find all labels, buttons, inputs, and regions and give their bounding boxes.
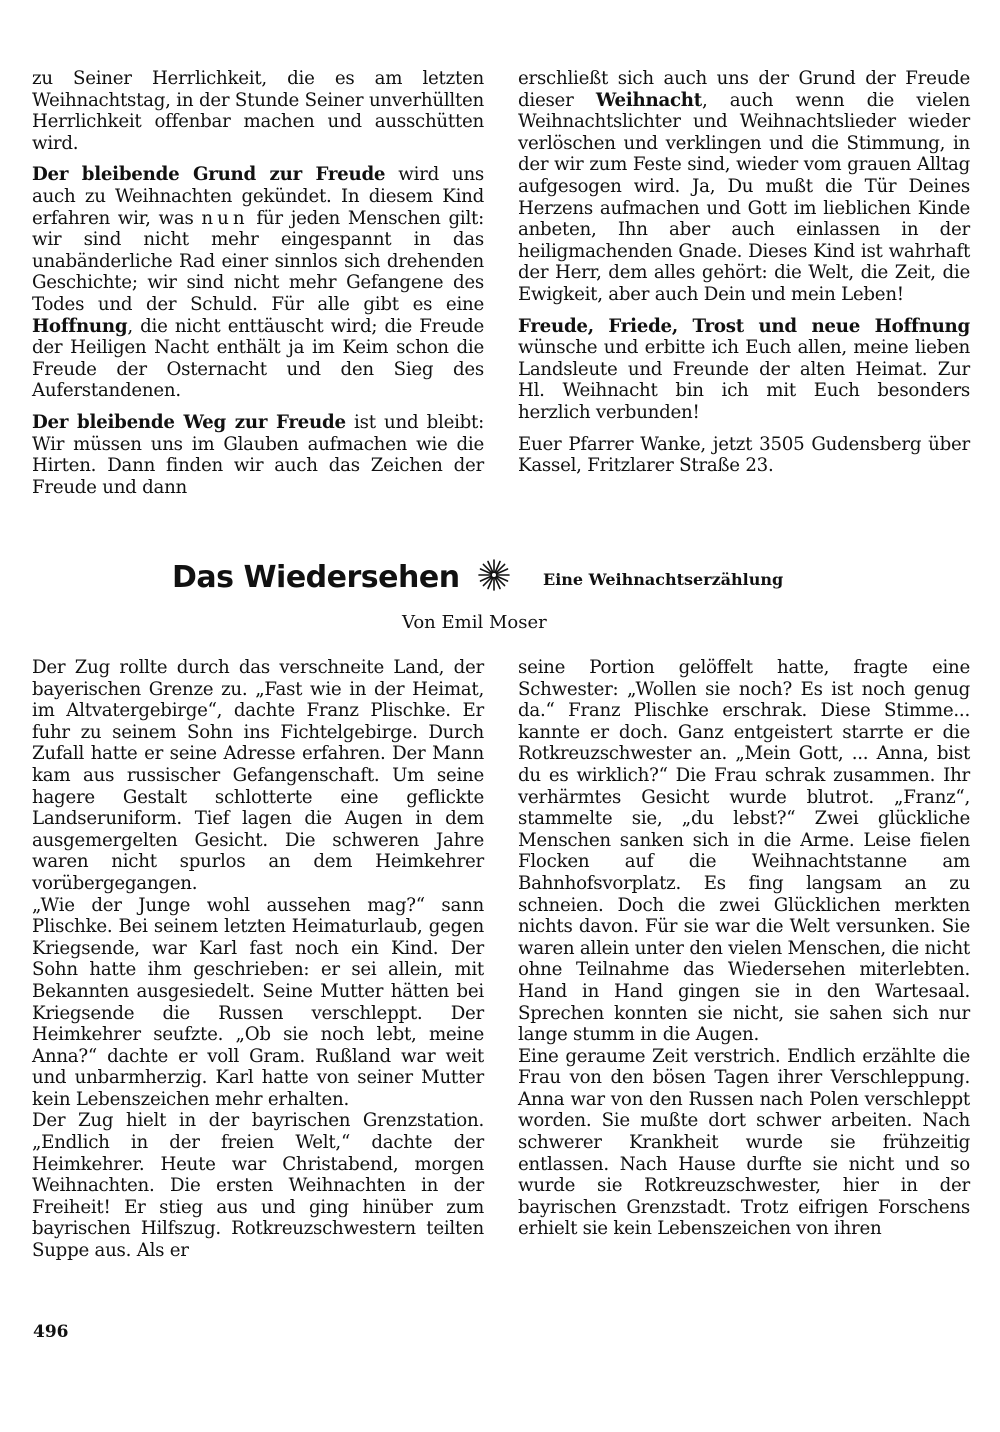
text-run: wünsche und erbitte ich Euch allen, meine lieben Landsleute und Freunde der alten Heimat. Zur Hl. Weihnacht bin ich mit Euch besonders herzlich verbunden! — [518, 337, 970, 423]
paragraph: „Wie der Junge wohl aussehen mag?“ sann Plischke. Bei seinem letzten Heimaturlaub, gegen Kriegsende, war Karl fast noch ein Kind. Der Sohn hatte ihm geschrieben: er sei allein, mit Bekannten ausgesiedelt. Seine Mutter hätten bei Kriegsende die Russen verschleppt. Der Heimkehrer seufzte. „Ob sie noch lebt, meine Anna?“ dachte er voll Gram. Rußland war weit und unbarmherzig. Karl hatte von seiner Mutter kein Lebenszeichen mehr erhalten. — [32, 894, 484, 1110]
bold-word: Hoffnung — [32, 315, 128, 337]
bold-word: Weihnacht — [595, 89, 702, 111]
paragraph — [518, 68, 970, 306]
text-run: erschließt sich auch uns der Grund der Freude dieser — [518, 68, 970, 111]
paragraph — [32, 412, 484, 498]
paragraph: seine Portion gelöffelt hatte, fragte eine Schwester: „Wollen sie noch? Es ist noch genug da.“ Franz Plischke erschrak. Diese Stimme... kannte er doch. Ganz entgeistert starrte er die Rotkreuzschwester an. „Mein Gott, ... Anna, bist du es wirklich?“ Die Frau schrak zusammen. Ihr verhärmtes Gesicht wurde blutrot. „Franz“, stammelte sie, „du lebst?“ Zwei glückliche Menschen sanken sich in die Arme. Leise fielen Flocken auf die Weihnachtstanne am Bahnhofsvorplatz. Es fing langsam an zu schneien. Doch die zwei Glücklichen merkten nichts davon. Für sie war die Welt versunken. Sie waren allein unter den vielen Menschen, die nicht ohne Teilnahme das Wiedersehen miterlebten. Hand in Hand gingen sie in den Wartesaal. Sprechen konnten sie nicht, sie sahen sich nur lange stumm in die Augen. — [518, 657, 970, 1046]
paragraph: Der Zug rollte durch das verschneite Land, der bayerischen Grenze zu. „Fast wie in der Heimat, im Altvatergebirge“, dachte Franz Plischke. Er fuhr zu seinem Sohn ins Fichtelgebirge. Durch Zufall hatte er seine Adresse erfahren. Der Mann kam aus russischer Gefangenschaft. Um seine hagere Gestalt schlotterte eine geflickte Landseruniform. Tief lagen die Augen in dem ausgemergelten Gesicht. Die schweren Jahre waren nicht spurlos an dem Heimkehrer vorübergegangen. — [32, 657, 484, 894]
snowflake-star-icon — [477, 558, 511, 592]
spaced-word: nun — [201, 207, 249, 229]
text-run: wird uns auch zu Weihnachten gekündet. In diesem Kind erfahren wir, was — [32, 164, 484, 229]
column-bottom-left — [32, 657, 484, 1262]
story-subtitle: Eine Weihnachtserzählung — [543, 570, 784, 589]
paragraph — [518, 316, 970, 424]
column-top-right — [518, 68, 970, 477]
column-top-left — [32, 68, 484, 498]
paragraph: Der Zug hielt in der bayrischen Grenzstation. „Endlich in der freien Welt,“ dachte der Heimkehrer. Heute war Christabend, morgen Weihnachten. Die ersten Weihnachten in der Freiheit! Er stieg aus und ging hinüber zum bayrischen Hilfszug. Rotkreuzschwestern teilten Suppe aus. Als er — [32, 1110, 484, 1262]
paragraph — [32, 164, 484, 402]
signature: Euer Pfarrer Wanke, jetzt 3505 Gudensberg über Kassel, Fritzlarer Straße 23. — [518, 433, 970, 477]
story-author: Von Emil Moser — [402, 612, 547, 633]
bold-lead: Der bleibende Grund zur Freude — [32, 164, 386, 186]
page-number: 496 — [33, 1322, 69, 1342]
column-bottom-right — [518, 657, 970, 1240]
paragraph: zu Seiner Herrlichkeit, die es am letzten Weihnachtstag, in der Stunde Seiner unverhüllten Herrlichkeit offenbar machen und ausschütten wird. — [32, 68, 484, 154]
text-run: , auch wenn die vielen Weihnachtslichter und Weihnachtslieder wieder verlöschen und verklingen und die Stimmung, in der wir zum Feste sind, wieder vom grauen Alltag aufgesogen wird. Ja, Du mußt die Tür Deines Herzens aufmachen und Gott im lieblichen Kinde anbeten, Ihn aber auch einlassen in der heiligmachenden Gnade. Dieses Kind ist wahrhaft der Herr, dem alles gehört: die Welt, die Zeit, die Ewigkeit, aber auch Dein und mein Leben! — [518, 89, 971, 305]
story-title: Das Wiedersehen — [172, 560, 460, 595]
text-run: für jeden Menschen gilt: wir sind nicht mehr eingespannt in das unabänderliche Rad einer sinnlos sich drehenden Geschichte; wir sind nicht mehr Gefangene des Todes und der Schuld. Für alle gibt es eine — [32, 207, 484, 315]
text-run: , die nicht enttäuscht wird; die Freude der Heiligen Nacht enthält ja im Keim schon die Freude der Osternacht und den Sieg des Auferstandenen. — [32, 315, 484, 402]
bold-lead: Der bleibende Weg zur Freude — [32, 411, 346, 433]
bold-lead: Freude, Friede, Trost und neue Hoffnung — [518, 315, 970, 337]
text-run: ist und bleibt: Wir müssen uns im Glauben aufmachen wie die Hirten. Dann finden wir auch das Zeichen der Freude und dann — [32, 411, 484, 498]
paragraph: Eine geraume Zeit verstrich. Endlich erzählte die Frau von den bösen Tagen ihrer Verschleppung. Anna war von den Russen nach Polen verschleppt worden. Sie mußte dort schwer arbeiten. Nach schwerer Krankheit wurde sie frühzeitig entlassen. Nach Hause durfte sie nicht und so wurde sie Rotkreuzschwester, hier in der bayrischen Grenzstadt. Trotz eifrigen Forschens erhielt sie kein Lebenszeichen von ihren — [518, 1045, 970, 1240]
